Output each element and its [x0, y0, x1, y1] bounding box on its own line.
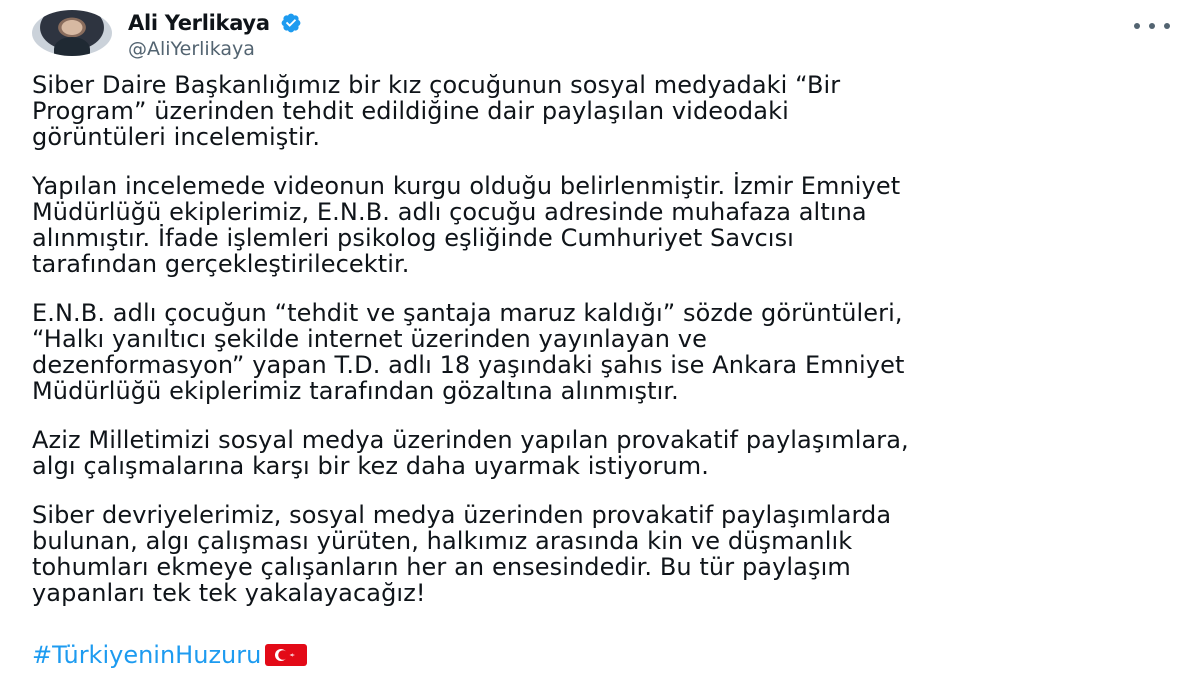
- text-line: E.N.B. adlı çocuğun “tehdit ve şantaja maruz kaldığı” sözde görüntüleri,: [32, 299, 903, 327]
- text-line: Program” üzerinden tehdit edildiğine dair paylaşılan videodaki: [32, 97, 789, 125]
- text-line: Müdürlüğü ekiplerimiz, E.N.B. adlı çocuğu adresinde muhafaza altına: [32, 198, 867, 226]
- post-header: [32, 10, 1172, 62]
- verified-badge-icon: [278, 12, 304, 34]
- hashtag-line: [32, 640, 307, 670]
- text-line: Yapılan incelemede videonun kurgu olduğu belirlenmiştir. İzmir Emniyet: [32, 172, 901, 200]
- post-text: [32, 72, 1172, 629]
- text-line: tarafından gerçekleştirilecektir.: [32, 250, 410, 278]
- text-line: tohumları ekmeye çalışanların her an ensesindedir. Bu tür paylaşım: [32, 553, 851, 581]
- paragraph-1: [32, 72, 1172, 150]
- author-identity: [128, 10, 428, 60]
- text-line: bulunan, algı çalışması yürüten, halkımız arasında kin ve düşmanlık: [32, 527, 853, 555]
- text-line: yapanları tek tek yakalayacağız!: [32, 579, 426, 607]
- paragraph-5: [32, 502, 1172, 606]
- more-dot: [1164, 23, 1170, 29]
- author-name[interactable]: Ali Yerlikaya: [128, 11, 270, 35]
- hashtag-link[interactable]: #TürkiyeninHuzuru: [32, 641, 262, 669]
- paragraph-4: [32, 427, 1172, 479]
- turkey-flag-icon: [265, 644, 307, 666]
- author-name-row: [128, 10, 428, 36]
- text-line: dezenformasyon” yapan T.D. adlı 18 yaşındaki şahıs ise Ankara Emniyet: [32, 351, 905, 379]
- text-line: “Halkı yanıltıcı şekilde internet üzerinden yayınlayan ve: [32, 325, 707, 353]
- more-dot: [1134, 23, 1140, 29]
- paragraph-3: [32, 300, 1172, 404]
- author-handle[interactable]: @AliYerlikaya: [128, 38, 255, 60]
- text-line: alınmıştır. İfade işlemleri psikolog eşliğinde Cumhuriyet Savcısı: [32, 224, 794, 252]
- more-options-icon[interactable]: [1134, 14, 1170, 38]
- text-line: algı çalışmalarına karşı bir kez daha uyarmak istiyorum.: [32, 452, 709, 480]
- text-line: Siber devriyelerimiz, sosyal medya üzerinden provakatif paylaşımlarda: [32, 501, 892, 529]
- more-dot: [1149, 23, 1155, 29]
- paragraph-2: [32, 173, 1172, 277]
- avatar[interactable]: [32, 10, 112, 56]
- text-line: Siber Daire Başkanlığımız bir kız çocuğunun sosyal medyadaki “Bir: [32, 71, 841, 99]
- text-line: Müdürlüğü ekiplerimiz tarafından gözaltına alınmıştır.: [32, 377, 679, 405]
- text-line: görüntüleri incelemiştir.: [32, 123, 321, 151]
- text-line: Aziz Milletimizi sosyal medya üzerinden yapılan provakatif paylaşımlara,: [32, 426, 909, 454]
